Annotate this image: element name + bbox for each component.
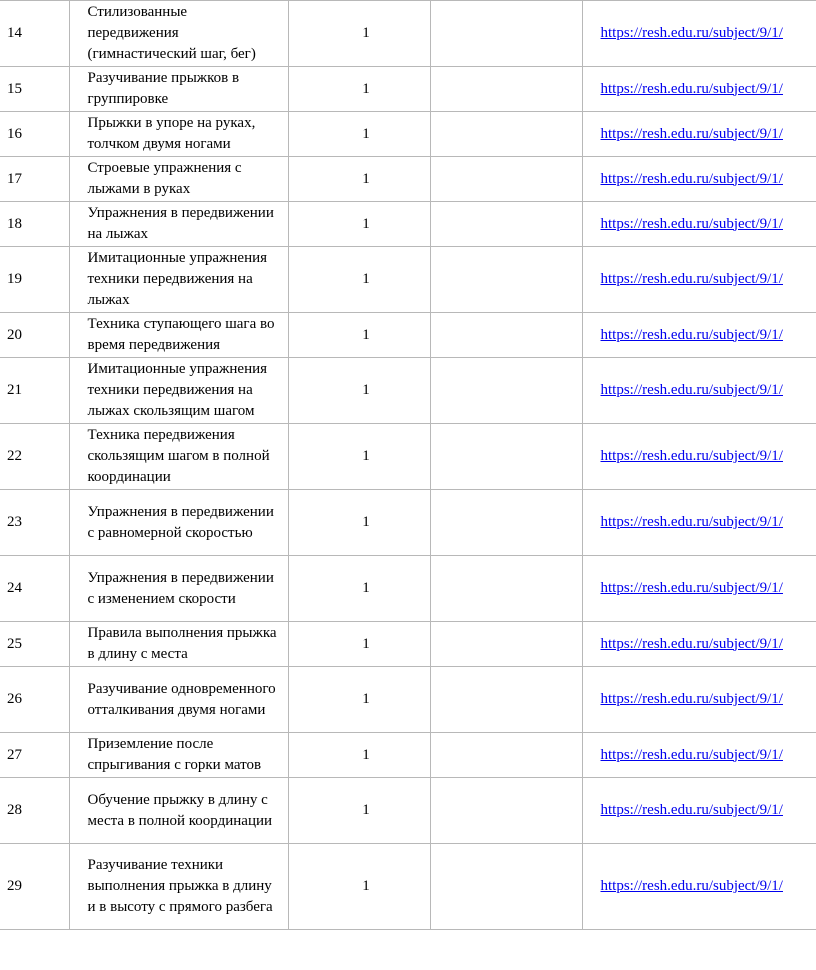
resource-link[interactable]: https://resh.edu.ru/subject/9/1/ xyxy=(600,514,783,530)
lesson-hours: 1 xyxy=(288,667,430,733)
resource-cell xyxy=(582,778,816,844)
lesson-hours: 1 xyxy=(288,490,430,556)
lesson-number: 26 xyxy=(0,667,69,733)
lesson-topic: Разучивание одновременного отталкивания двумя ногами xyxy=(69,667,288,733)
lesson-notes xyxy=(430,202,582,247)
resource-link[interactable]: https://resh.edu.ru/subject/9/1/ xyxy=(600,878,783,894)
lesson-number: 27 xyxy=(0,733,69,778)
table-row xyxy=(0,202,816,247)
lesson-hours: 1 xyxy=(288,112,430,157)
lesson-topic: Стилизованные передвижения (гимнастический шаг, бег) xyxy=(69,1,288,67)
table-body xyxy=(0,1,816,930)
lesson-notes xyxy=(430,358,582,424)
lesson-number: 24 xyxy=(0,556,69,622)
lesson-notes xyxy=(430,622,582,667)
table-row xyxy=(0,157,816,202)
table-row xyxy=(0,112,816,157)
resource-link[interactable]: https://resh.edu.ru/subject/9/1/ xyxy=(600,215,783,232)
lesson-topic: Разучивание техники выполнения прыжка в длину и в высоту с прямого разбега xyxy=(69,844,288,930)
table-row xyxy=(0,424,816,490)
resource-cell xyxy=(582,622,816,667)
lesson-notes xyxy=(430,667,582,733)
resource-link[interactable]: https://resh.edu.ru/subject/9/1/ xyxy=(600,271,783,287)
lesson-topic: Разучивание прыжков в группировке xyxy=(69,67,288,112)
lesson-hours: 1 xyxy=(288,202,430,247)
lesson-number: 22 xyxy=(0,424,69,490)
lesson-topic: Обучение прыжку в длину с места в полной координации xyxy=(69,778,288,844)
lesson-notes xyxy=(430,157,582,202)
table-row xyxy=(0,733,816,778)
resource-cell xyxy=(582,490,816,556)
lesson-hours: 1 xyxy=(288,844,430,930)
resource-cell xyxy=(582,1,816,67)
resource-cell xyxy=(582,556,816,622)
table-row xyxy=(0,556,816,622)
lesson-number: 15 xyxy=(0,67,69,112)
lesson-notes xyxy=(430,778,582,844)
table-row xyxy=(0,313,816,358)
table-row xyxy=(0,67,816,112)
lesson-notes xyxy=(430,112,582,157)
resource-cell xyxy=(582,247,816,313)
lesson-number: 16 xyxy=(0,112,69,157)
lesson-hours: 1 xyxy=(288,778,430,844)
resource-link[interactable]: https://resh.edu.ru/subject/9/1/ xyxy=(600,382,783,398)
table-row xyxy=(0,622,816,667)
table-row xyxy=(0,844,816,930)
lesson-notes xyxy=(430,247,582,313)
resource-link[interactable]: https://resh.edu.ru/subject/9/1/ xyxy=(600,746,783,763)
lesson-topic: Упражнения в передвижении на лыжах xyxy=(69,202,288,247)
lesson-notes xyxy=(430,556,582,622)
resource-link[interactable]: https://resh.edu.ru/subject/9/1/ xyxy=(600,125,783,142)
lesson-topic: Прыжки в упоре на руках, толчком двумя ногами xyxy=(69,112,288,157)
table-row xyxy=(0,667,816,733)
resource-link[interactable]: https://resh.edu.ru/subject/9/1/ xyxy=(600,80,783,97)
lesson-number: 28 xyxy=(0,778,69,844)
resource-link[interactable]: https://resh.edu.ru/subject/9/1/ xyxy=(600,691,783,707)
lesson-topic: Упражнения в передвижении с равномерной скоростью xyxy=(69,490,288,556)
lesson-hours: 1 xyxy=(288,157,430,202)
lesson-hours: 1 xyxy=(288,733,430,778)
resource-cell xyxy=(582,358,816,424)
resource-link[interactable]: https://resh.edu.ru/subject/9/1/ xyxy=(600,802,783,818)
lesson-notes xyxy=(430,1,582,67)
resource-link[interactable]: https://resh.edu.ru/subject/9/1/ xyxy=(600,448,783,464)
resource-cell xyxy=(582,157,816,202)
lesson-hours: 1 xyxy=(288,622,430,667)
resource-cell xyxy=(582,313,816,358)
lesson-topic: Имитационные упражнения техники передвижения на лыжах xyxy=(69,247,288,313)
lesson-notes xyxy=(430,313,582,358)
lesson-hours: 1 xyxy=(288,1,430,67)
resource-link[interactable]: https://resh.edu.ru/subject/9/1/ xyxy=(600,635,783,652)
lesson-notes xyxy=(430,67,582,112)
lesson-topic: Упражнения в передвижении с изменением скорости xyxy=(69,556,288,622)
lesson-hours: 1 xyxy=(288,313,430,358)
table-row xyxy=(0,1,816,67)
lesson-notes xyxy=(430,733,582,778)
resource-cell xyxy=(582,667,816,733)
lesson-topic: Приземление после спрыгивания с горки матов xyxy=(69,733,288,778)
resource-cell xyxy=(582,67,816,112)
resource-link[interactable]: https://resh.edu.ru/subject/9/1/ xyxy=(600,326,783,343)
resource-link[interactable]: https://resh.edu.ru/subject/9/1/ xyxy=(600,170,783,187)
table-row xyxy=(0,247,816,313)
lesson-number: 20 xyxy=(0,313,69,358)
lesson-notes xyxy=(430,490,582,556)
resource-link[interactable]: https://resh.edu.ru/subject/9/1/ xyxy=(600,25,783,41)
lesson-number: 29 xyxy=(0,844,69,930)
lesson-topic: Правила выполнения прыжка в длину с места xyxy=(69,622,288,667)
lesson-notes xyxy=(430,424,582,490)
lesson-number: 19 xyxy=(0,247,69,313)
lesson-number: 14 xyxy=(0,1,69,67)
resource-cell xyxy=(582,112,816,157)
lesson-hours: 1 xyxy=(288,67,430,112)
lesson-number: 18 xyxy=(0,202,69,247)
lesson-hours: 1 xyxy=(288,247,430,313)
resource-cell xyxy=(582,202,816,247)
lesson-number: 17 xyxy=(0,157,69,202)
lesson-topic: Техника передвижения скользящим шагом в полной координации xyxy=(69,424,288,490)
lesson-topic: Техника ступающего шага во время передвижения xyxy=(69,313,288,358)
resource-link[interactable]: https://resh.edu.ru/subject/9/1/ xyxy=(600,580,783,596)
resource-cell xyxy=(582,424,816,490)
lesson-notes xyxy=(430,844,582,930)
lesson-number: 25 xyxy=(0,622,69,667)
table-row xyxy=(0,778,816,844)
lesson-topic: Строевые упражнения с лыжами в руках xyxy=(69,157,288,202)
lesson-number: 23 xyxy=(0,490,69,556)
lesson-hours: 1 xyxy=(288,358,430,424)
resource-cell xyxy=(582,733,816,778)
table-row xyxy=(0,358,816,424)
lesson-hours: 1 xyxy=(288,424,430,490)
lesson-number: 21 xyxy=(0,358,69,424)
lesson-hours: 1 xyxy=(288,556,430,622)
table-row xyxy=(0,490,816,556)
lesson-topic: Имитационные упражнения техники передвижения на лыжах скользящим шагом xyxy=(69,358,288,424)
resource-cell xyxy=(582,844,816,930)
